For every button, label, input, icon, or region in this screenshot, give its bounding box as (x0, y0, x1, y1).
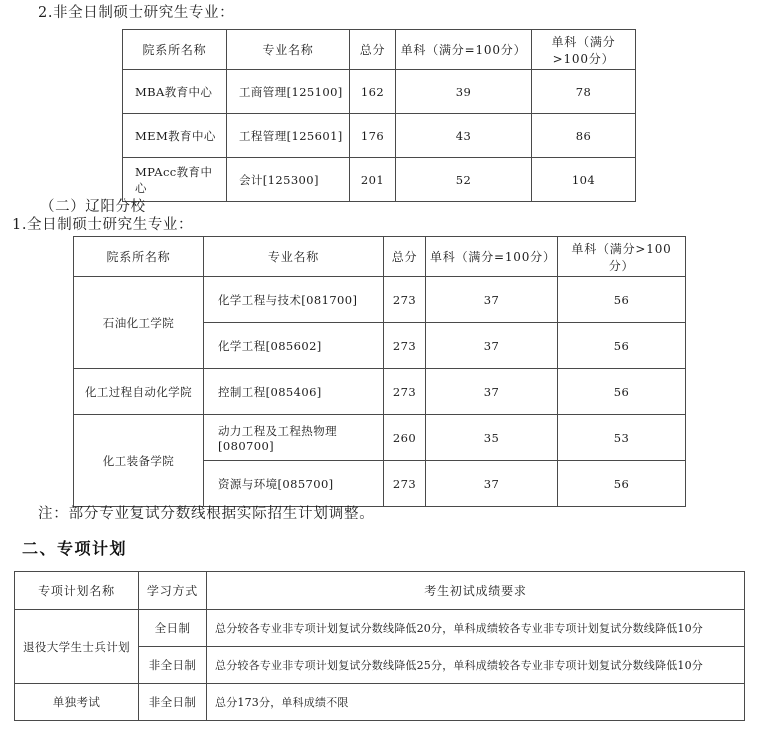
cell-study-mode: 非全日制 (139, 684, 207, 721)
cell-single-eq100: 43 (396, 114, 532, 158)
cell-total: 273 (384, 323, 426, 369)
column-header-study-mode: 学习方式 (139, 572, 207, 610)
heading-campus-section: （二）辽阳分校 (40, 199, 146, 215)
cell-major: 工程管理[125601] (227, 114, 350, 158)
table-row (74, 369, 686, 415)
cell-study-mode: 全日制 (139, 610, 207, 647)
cell-single-gt100: 56 (558, 369, 686, 415)
cell-dept: MPAcc教育中心 (123, 158, 227, 202)
column-header-single-gt100: 单科（满分>100分） (558, 237, 686, 277)
cell-single-gt100: 56 (558, 277, 686, 323)
cell-plan-name: 单独考试 (15, 684, 139, 721)
column-header-single-gt100: 单科（满分>100分） (532, 30, 636, 70)
column-header-dept: 院系所名称 (74, 237, 204, 277)
cell-total: 162 (350, 70, 396, 114)
column-header-total: 总分 (350, 30, 396, 70)
column-header-major: 专业名称 (227, 30, 350, 70)
table-row (123, 114, 636, 158)
table-nonfulltime-masters (122, 29, 636, 202)
column-header-plan-name: 专项计划名称 (15, 572, 139, 610)
column-header-single-eq100: 单科（满分=100分） (396, 30, 532, 70)
cell-single-gt100: 56 (558, 323, 686, 369)
cell-major: 控制工程[085406] (204, 369, 384, 415)
cell-major: 动力工程及工程热物理[080700] (204, 415, 384, 461)
cell-total: 201 (350, 158, 396, 202)
column-header-single-eq100: 单科（满分=100分） (426, 237, 558, 277)
cell-plan-name: 退役大学生士兵计划 (15, 610, 139, 684)
cell-dept-group: 石油化工学院 (74, 277, 204, 369)
table-header-row (74, 237, 686, 277)
cell-dept: MBA教育中心 (123, 70, 227, 114)
column-header-major: 专业名称 (204, 237, 384, 277)
cell-score-requirement: 总分较各专业非专项计划复试分数线降低20分，单科成绩较各专业非专项计划复试分数线降低10分 (207, 610, 745, 647)
cell-single-eq100: 35 (426, 415, 558, 461)
cell-major: 会计[125300] (227, 158, 350, 202)
cell-single-eq100: 37 (426, 461, 558, 507)
column-header-score-requirement: 考生初试成绩要求 (207, 572, 745, 610)
heading-nonfulltime-masters: 2.非全日制硕士研究生专业： (38, 5, 235, 21)
table-header-row (123, 30, 636, 70)
cell-single-gt100: 86 (532, 114, 636, 158)
cell-single-gt100: 56 (558, 461, 686, 507)
table-row (15, 684, 745, 721)
cell-major: 化学工程与技术[081700] (204, 277, 384, 323)
table-row (74, 415, 686, 461)
section-title-special-plans: 二、专项计划 (22, 539, 128, 558)
cell-dept-group: 化工装备学院 (74, 415, 204, 507)
note-text: 注：部分专业复试分数线根据实际招生计划调整。 (38, 506, 375, 522)
cell-total: 273 (384, 369, 426, 415)
cell-single-eq100: 52 (396, 158, 532, 202)
cell-score-requirement: 总分173分，单科成绩不限 (207, 684, 745, 721)
cell-dept-group: 化工过程自动化学院 (74, 369, 204, 415)
table-row (74, 277, 686, 323)
table-header-row (15, 572, 745, 610)
cell-total: 260 (384, 415, 426, 461)
cell-dept: MEM教育中心 (123, 114, 227, 158)
table-special-plans (14, 571, 745, 721)
cell-total: 176 (350, 114, 396, 158)
cell-score-requirement: 总分较各专业非专项计划复试分数线降低25分，单科成绩较各专业非专项计划复试分数线降低10分 (207, 647, 745, 684)
cell-total: 273 (384, 461, 426, 507)
cell-single-gt100: 104 (532, 158, 636, 202)
table-fulltime-masters (73, 236, 686, 507)
cell-total: 273 (384, 277, 426, 323)
cell-single-gt100: 78 (532, 70, 636, 114)
heading-fulltime-masters: 1.全日制硕士研究生专业： (12, 217, 194, 233)
column-header-dept: 院系所名称 (123, 30, 227, 70)
cell-single-eq100: 37 (426, 277, 558, 323)
cell-study-mode: 非全日制 (139, 647, 207, 684)
column-header-total: 总分 (384, 237, 426, 277)
cell-major: 工商管理[125100] (227, 70, 350, 114)
cell-single-gt100: 53 (558, 415, 686, 461)
table-row (123, 158, 636, 202)
cell-single-eq100: 37 (426, 323, 558, 369)
cell-major: 资源与环境[085700] (204, 461, 384, 507)
cell-major: 化学工程[085602] (204, 323, 384, 369)
table-row (15, 610, 745, 647)
cell-single-eq100: 37 (426, 369, 558, 415)
table-row (123, 70, 636, 114)
cell-single-eq100: 39 (396, 70, 532, 114)
